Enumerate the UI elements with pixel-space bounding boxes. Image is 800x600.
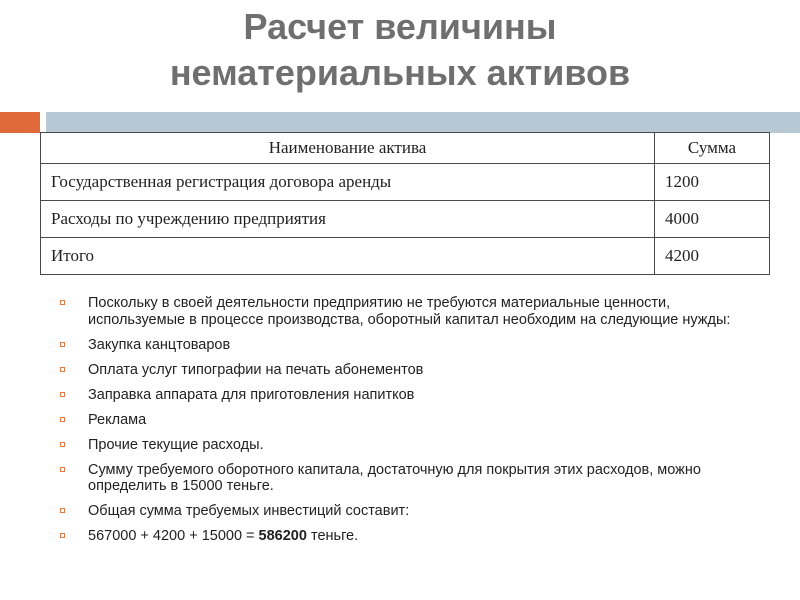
list-item: Общая сумма требуемых инвестиций составит: <box>60 503 740 520</box>
bullet-square-icon <box>60 442 65 447</box>
table-row <box>41 164 770 201</box>
bullet-square-icon <box>60 533 65 538</box>
bullet-square-icon <box>60 392 65 397</box>
list-item-formula <box>60 528 740 545</box>
slide-title-line-1: Расчет величины <box>243 6 557 47</box>
list-item: Реклама <box>60 412 740 429</box>
bullet-square-icon <box>60 508 65 513</box>
cell-total-label: Итого <box>41 238 655 275</box>
list-item: Прочие текущие расходы. <box>60 437 740 454</box>
bullet-square-icon <box>60 342 65 347</box>
accent-bar-orange <box>0 112 40 133</box>
bullet-square-icon <box>60 417 65 422</box>
table-row-total <box>41 238 770 275</box>
list-item: Поскольку в своей деятельности предприятию не требуются материальные ценности, используемые в процессе производства, оборотный капитал необходим на следующие нужды: <box>60 295 740 328</box>
slide-title-line-2: нематериальных активов <box>169 52 631 93</box>
formula-expression: 567000 + 4200 + 15000 = <box>88 528 259 544</box>
bullet-square-icon <box>60 367 65 372</box>
list-item: Закупка канцтоваров <box>60 337 740 354</box>
header-asset-name: Наименование актива <box>41 133 655 164</box>
slide-title <box>0 4 800 96</box>
formula-result: 586200 <box>258 528 307 544</box>
list-item: Сумму требуемого оборотного капитала, достаточную для покрытия этих расходов, можно определить в 15000 теньге. <box>60 462 740 495</box>
bullet-square-icon <box>60 467 65 472</box>
accent-bar-blue <box>46 112 800 133</box>
cell-asset-name: Расходы по учреждению предприятия <box>41 201 655 238</box>
bullet-square-icon <box>60 300 65 305</box>
formula-unit: теньге. <box>306 528 359 544</box>
cell-amount: 4000 <box>655 201 770 238</box>
table-header-row <box>41 133 770 164</box>
list-item: Оплата услуг типографии на печать абонементов <box>60 362 740 379</box>
table-row <box>41 201 770 238</box>
assets-table <box>40 132 770 275</box>
bullet-list <box>60 295 740 553</box>
list-item: Заправка аппарата для приготовления напитков <box>60 387 740 404</box>
cell-asset-name: Государственная регистрация договора аренды <box>41 164 655 201</box>
cell-amount: 1200 <box>655 164 770 201</box>
cell-total-amount: 4200 <box>655 238 770 275</box>
header-amount: Сумма <box>655 133 770 164</box>
